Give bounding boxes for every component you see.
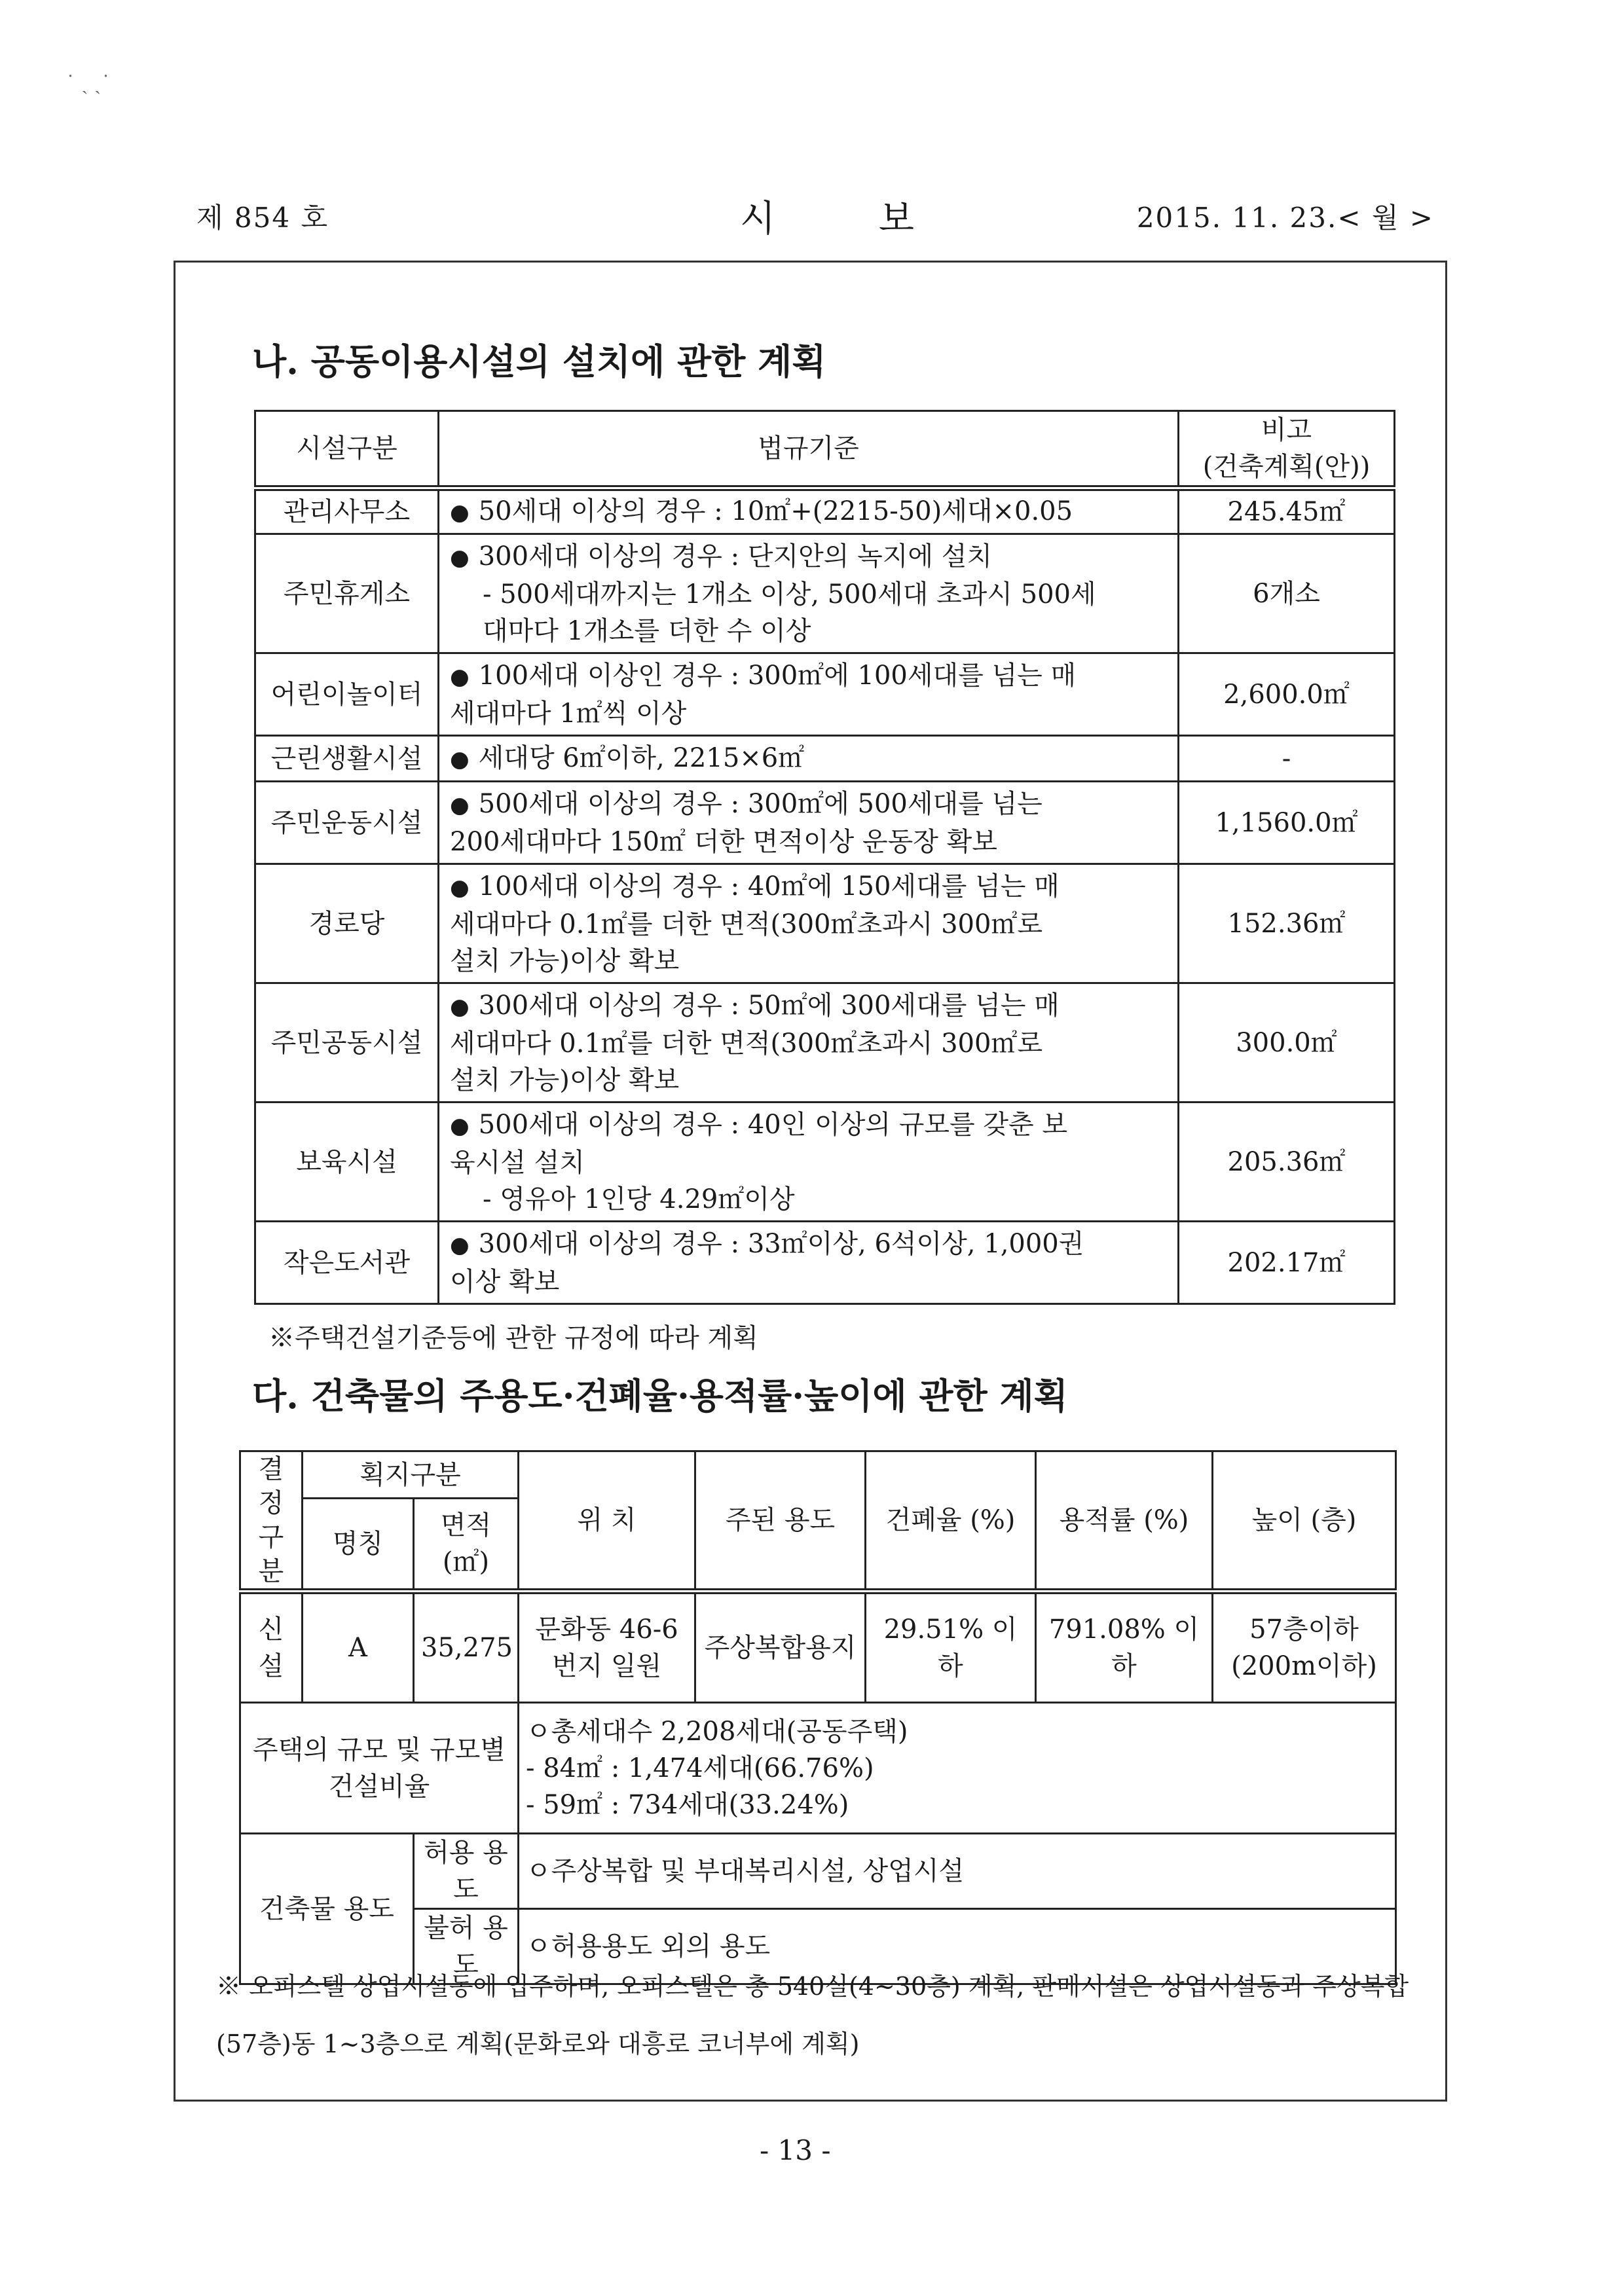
common-facilities-table xyxy=(254,410,1395,1305)
plan-value: 1,1560.0㎡ xyxy=(1179,782,1395,864)
regulation-text: ● 300세대 이상의 경우 : 단지안의 녹지에 설치 - 500세대까지는 1개소 이상, 500세대 초과시 500세 대마다 1개소를 더한 수 이상 xyxy=(439,534,1179,653)
cell-decision: 신설 xyxy=(240,1592,303,1703)
regulation-text: ● 300세대 이상의 경우 : 50㎡에 300세대를 넘는 매 세대마다 0.1㎡를 더한 면적(300㎡초과시 300㎡로 설치 가능)이상 확보 xyxy=(439,983,1179,1102)
th-far: 용적률 (%) xyxy=(1036,1451,1213,1592)
facility-name: 주민휴게소 xyxy=(255,534,439,653)
housing-values: ㅇ총세대수 2,208세대(공동주택) - 84㎡ : 1,474세대(66.76%) - 59㎡ : 734세대(33.24%) xyxy=(519,1703,1396,1834)
scan-specks: ˙ ˎ ˎ˙ xyxy=(65,72,111,95)
plan-value: 2,600.0㎡ xyxy=(1179,653,1395,736)
regulation-text: ● 500세대 이상의 경우 : 40인 이상의 규모를 갖춘 보 육시설 설치 - 영유아 1인당 4.29㎡이상 xyxy=(439,1102,1179,1222)
table-row xyxy=(255,1102,1395,1222)
page-number: - 13 - xyxy=(760,2134,831,2166)
facility-name: 주민운동시설 xyxy=(255,782,439,864)
cell-lot-area: 35,275 xyxy=(414,1592,519,1703)
th-lot-area: 면적 (㎡) xyxy=(414,1499,519,1592)
plan-value: 245.45㎡ xyxy=(1179,488,1395,534)
bullet-icon: ● xyxy=(450,544,470,571)
regulation-text: ● 세대당 6㎡이하, 2215×6㎡ xyxy=(439,736,1179,782)
th-coverage: 건폐율 (%) xyxy=(866,1451,1036,1592)
permitted-label: 허용 용도 xyxy=(414,1834,519,1909)
facility-name: 관리사무소 xyxy=(255,488,439,534)
col-remarks: 비고 (건축계획(안)) xyxy=(1179,411,1395,488)
table-row xyxy=(255,1222,1395,1304)
building-plan-table xyxy=(239,1450,1397,1985)
section-heading-da: 다. 건축물의 주용도·건폐율·용적률·높이에 관한 계획 xyxy=(252,1375,1068,1417)
bullet-icon: ● xyxy=(450,746,470,773)
plan-value: 205.36㎡ xyxy=(1179,1102,1395,1222)
table-row xyxy=(255,983,1395,1102)
office-note: ※ 오피스텔 상업시설동에 입주하며, 오피스텔은 총 540실(4~30층) 계획, 판매시설은 상업시설동과 주상복합(57층)동 1~3층으로 계획(문화로와 대흥로 코너부에 계획) xyxy=(216,1972,1409,2058)
th-location: 위 치 xyxy=(519,1451,695,1592)
th-decision: 결정 구분 xyxy=(240,1451,303,1592)
bullet-icon: ● xyxy=(450,993,470,1020)
table-note: ※주택건설기준등에 관한 규정에 따라 계획 xyxy=(268,1323,758,1353)
section-heading-na: 나. 공동이용시설의 설치에 관한 계획 xyxy=(252,340,826,382)
table-header-row xyxy=(255,411,1395,488)
cell-lot-name: A xyxy=(303,1592,414,1703)
th-height: 높이 (층) xyxy=(1213,1451,1396,1592)
th-lot-name: 명칭 xyxy=(303,1499,414,1592)
regulation-text: ● 100세대 이상인 경우 : 300㎡에 100세대를 넘는 매 세대마다 1㎡씩 이상 xyxy=(439,653,1179,736)
plan-value: - xyxy=(1179,736,1395,782)
use-label: 건축물 용도 xyxy=(240,1834,414,1984)
col-regulation: 법규기준 xyxy=(439,411,1179,488)
table-row xyxy=(255,736,1395,782)
cell-far: 791.08% 이하 xyxy=(1036,1592,1213,1703)
bullet-icon: ● xyxy=(450,792,470,818)
issue-number: 제 854 호 xyxy=(196,202,329,234)
bullet-icon: ● xyxy=(450,1112,470,1139)
cell-location: 문화동 46-6번지 일원 xyxy=(519,1592,695,1703)
table-row xyxy=(255,534,1395,653)
table-row xyxy=(255,653,1395,736)
cell-main-use: 주상복합용지 xyxy=(695,1592,866,1703)
table-row xyxy=(240,1834,1396,1909)
plan-value: 6개소 xyxy=(1179,534,1395,653)
facility-name: 경로당 xyxy=(255,864,439,983)
bullet-icon: ● xyxy=(450,663,470,690)
table-row xyxy=(240,1592,1396,1703)
regulation-text: ● 500세대 이상의 경우 : 300㎡에 500세대를 넘는 200세대마다 150㎡ 더한 면적이상 운동장 확보 xyxy=(439,782,1179,864)
facility-name: 어린이놀이터 xyxy=(255,653,439,736)
prohibited-value: ㅇ허용용도 외의 용도 xyxy=(519,1909,1396,1984)
plan-value: 202.17㎡ xyxy=(1179,1222,1395,1304)
facility-name: 주민공동시설 xyxy=(255,983,439,1102)
permitted-value: ㅇ주상복합 및 부대복리시설, 상업시설 xyxy=(519,1834,1396,1909)
plan-value: 300.0㎡ xyxy=(1179,983,1395,1102)
table-row xyxy=(240,1703,1396,1834)
publication-date: 2015. 11. 23.< 월 > xyxy=(1136,202,1434,234)
regulation-text: ● 100세대 이상의 경우 : 40㎡에 150세대를 넘는 매 세대마다 0.1㎡를 더한 면적(300㎡초과시 300㎡로 설치 가능)이상 확보 xyxy=(439,864,1179,983)
regulation-text: ● 300세대 이상의 경우 : 33㎡이상, 6석이상, 1,000권 이상 확보 xyxy=(439,1222,1179,1304)
th-main-use: 주된 용도 xyxy=(695,1451,866,1592)
cell-coverage: 29.51% 이하 xyxy=(866,1592,1036,1703)
table-row xyxy=(255,488,1395,534)
cell-height: 57층이하 (200m이하) xyxy=(1213,1592,1396,1703)
th-lot: 획지구분 xyxy=(303,1451,519,1499)
bullet-icon: ● xyxy=(450,500,470,526)
housing-label: 주택의 규모 및 규모별 건설비율 xyxy=(240,1703,519,1834)
facility-name: 작은도서관 xyxy=(255,1222,439,1304)
bullet-icon: ● xyxy=(450,1231,470,1258)
plan-value: 152.36㎡ xyxy=(1179,864,1395,983)
table-row xyxy=(255,864,1395,983)
regulation-text: ● 50세대 이상의 경우 : 10㎡+(2215-50)세대×0.05 xyxy=(439,488,1179,534)
prohibited-label: 불허 용도 xyxy=(414,1909,519,1984)
facility-name: 보육시설 xyxy=(255,1102,439,1222)
page-title: 시 보 xyxy=(740,198,960,240)
col-facility: 시설구분 xyxy=(255,411,439,488)
table-row xyxy=(255,782,1395,864)
bullet-icon: ● xyxy=(450,874,470,901)
facility-name: 근린생활시설 xyxy=(255,736,439,782)
